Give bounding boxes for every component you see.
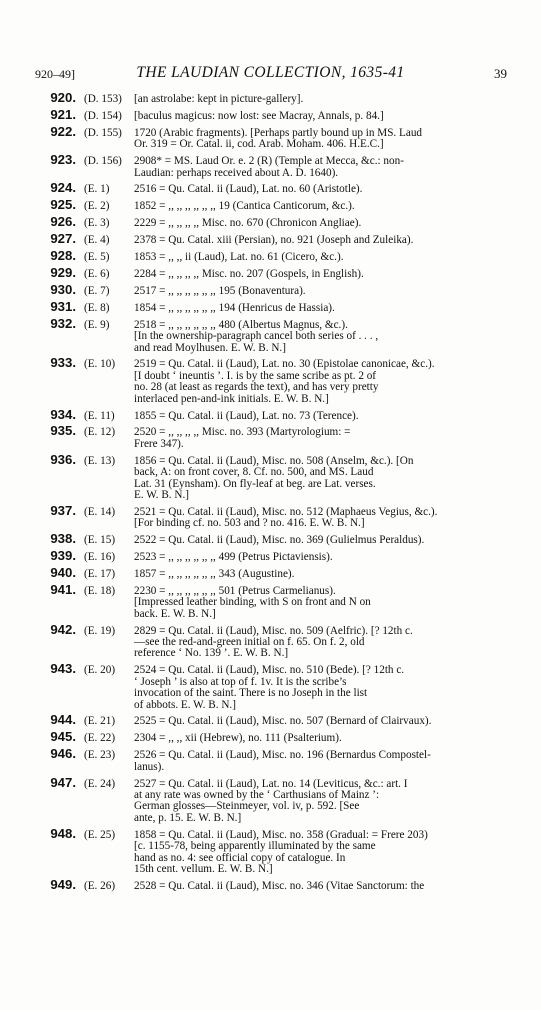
shelf-mark: (E. 4) [84,234,110,247]
entry-number: 948. [50,825,76,841]
catalogue-entry [0,451,541,502]
shelf-mark: (E. 5) [84,251,110,264]
entry-description: 2522 = Qu. Catal. ii (Laud), Misc. no. 369 (Gulielmus Peraldus). [134,534,425,547]
shelf-mark: (E. 14) [84,505,116,518]
entry-description: 2378 = Qu. Catal. xiii (Persian), no. 921 (Joseph and Zuleika). [134,234,414,247]
shelf-mark: (E. 1) [84,183,110,196]
entry-number: 923. [50,152,76,168]
catalogue-entry [0,876,541,892]
catalogue-entry [0,406,541,422]
shelf-mark: (E. 10) [84,358,116,371]
catalogue-entry [0,550,541,563]
catalogue-entry [0,106,541,122]
shelf-mark: (E. 16) [84,551,116,564]
shelf-mark: (E. 23) [84,749,116,762]
catalogue-entry [0,714,541,727]
entry-number: 926. [50,214,76,230]
entry-description: 2519 = Qu. Catal. ii (Laud), Lat. no. 30 (Epistolae canonicae, &c.). [I doubt ‘ ineuntis ’. I. is by the same scribe as pt. 2 of no. 28 (at least as regards the text), and has very pretty interlaced pen-and-ink initials. E. W. B. N.] [134,358,435,405]
entry-description: 1857 = ,, ,, ,, ,, ,, ,, 343 (Augustine). [134,568,295,580]
catalogue-entry [0,774,541,825]
entry-number: 942. [50,621,76,637]
entry-number: 936. [50,451,76,467]
catalogue-entry [0,92,541,105]
entry-description: 2229 = ,, ,, ,, ,, Misc. no. 670 (Chronicon Angliae). [134,217,362,230]
entry-number: 920. [50,90,76,105]
shelf-mark: (E. 7) [84,284,110,297]
catalogue-entry [0,825,541,876]
entry-number: 944. [50,712,76,728]
shelf-mark: (D. 156) [84,155,122,168]
shelf-mark: (E. 8) [84,301,110,314]
shelf-mark: (E. 17) [84,568,116,580]
catalogue-entry [0,233,541,246]
catalogue-entry [0,357,541,405]
shelf-mark: (E. 18) [84,584,116,597]
entry-description: 2527 = Qu. Catal. ii (Laud), Lat. no. 14 (Leviticus, &c.: art. I at any rate was owned by the ‘ Carthusians of Mainz ’: German glosses—Steinmeyer, vol. iv, p. 592. [See ante, p. 15. E. W. B. N.] [134,777,408,824]
catalogue-entry [0,298,541,314]
entry-number: 927. [50,231,76,247]
entry-number: 938. [50,531,76,547]
catalogue-entry [0,748,541,773]
entry-number: 945. [50,729,76,745]
entry-number: 921. [50,106,76,122]
entry-description: 2908* = MS. Laud Or. e. 2 (R) (Temple at Mecca, &c.: non- Laudian: perhaps received about A. D. 1640). [134,155,404,179]
entry-description: 1720 (Arabic fragments). [Perhaps partly bound up in MS. Laud Or. 319 = Or. Catal. ii, cod. Arab. Moham. 406. H.E.C.] [134,126,423,151]
entry-number: 929. [50,264,76,280]
entry-number: 925. [50,197,76,213]
entry-number: 939. [50,548,76,564]
catalogue-entry [0,250,541,263]
catalogue-entry [0,581,541,620]
entry-description: 2284 = ,, ,, ,, ,, Misc. no. 207 (Gospels, in English). [134,267,364,280]
entry-description: 2524 = Qu. Catal. ii (Laud), Misc. no. 510 (Bede). [? 12th c. ‘ Joseph ’ is also at top of f. 1v. It is the scribe’s invocation of the saint. There is no Joseph in the list of abbots. E. W. B. N.] [134,664,405,711]
shelf-mark: (E. 22) [84,732,116,745]
entry-description: 1854 = ,, ,, ,, ,, ,, ,, 194 (Henricus de Hassia). [134,301,335,314]
catalogue-entry [0,182,541,195]
entry-number: 932. [50,315,76,331]
entry-number: 940. [50,565,76,580]
entry-number: 947. [50,774,76,790]
entry-number: 933. [50,355,76,371]
entry-description: 1856 = Qu. Catal. ii (Laud), Misc. no. 508 (Anselm, &c.). [On back, A: on front cover, 8. Cf. no. 500, and MS. Laud Lat. 31 (Eynsham). On fly-leaf at beg. are Lat. verses. E. W. B. N.] [134,454,414,501]
entry-description: 2523 = ,, ,, ,, ,, ,, ,, 499 (Petrus Pictaviensis). [134,551,333,564]
shelf-mark: (E. 19) [84,624,116,637]
entry-number: 937. [50,502,76,518]
shelf-mark: (E. 24) [84,777,116,790]
shelf-mark: (D. 155) [84,126,122,139]
entry-number: 930. [50,281,76,297]
shelf-mark: (E. 21) [84,715,116,728]
entry-description: 2829 = Qu. Catal. ii (Laud), Misc. no. 509 (Aelfric). [? 12th c. —see the red-and-green initial on f. 65. On f. 2, old reference ‘ No. 139 ’. E. W. B. N.] [134,624,413,660]
entry-number: 949. [50,876,76,892]
entry-description: 2517 = ,, ,, ,, ,, ,, ,, 195 (Bonaventura). [134,284,306,297]
catalogue-entry [0,123,541,151]
catalogue-entry [0,199,541,212]
shelf-mark: (E. 15) [84,534,116,547]
catalogue-entry [0,502,541,530]
entry-description: 1853 = ,, ,, ii (Laud), Lat. no. 61 (Cicero, &c.). [134,251,344,264]
catalogue-entry [0,264,541,280]
entry-description: 1852 = ,, ,, ,, ,, ,, ,, 19 (Cantica Canticorum, &c.). [134,200,355,213]
page-number: 39 [494,66,507,81]
entry-number: 935. [50,423,76,439]
catalogue-entry [0,567,541,580]
catalogue-entry [0,621,541,660]
entry-number: 934. [50,406,76,422]
entry-description: 2304 = ,, ,, xii (Hebrew), no. 111 (Psalterium). [134,732,342,745]
entry-description: 1855 = Qu. Catal. ii (Laud), Lat. no. 73 (Terence). [134,409,359,422]
running-header [0,64,541,86]
entry-number: 931. [50,298,76,314]
entry-number: 922. [50,123,76,139]
entry-description: [an astrolabe: kept in picture-gallery]. [134,93,304,105]
shelf-mark: (E. 20) [84,664,116,677]
entry-range: 920–49] [35,67,75,81]
entry-description: 2525 = Qu. Catal. ii (Laud), Misc. no. 507 (Bernard of Clairvaux). [134,715,432,728]
running-title: THE LAUDIAN COLLECTION, 1635-41 [136,64,405,81]
entry-description: 2521 = Qu. Catal. ii (Laud), Misc. no. 512 (Maphaeus Vegius, &c.). [For binding cf. no. 503 and ? no. 416. E. W. B. N.] [134,505,438,530]
entry-description: 2230 = ,, ,, ,, ,, ,, ,, 501 (Petrus Carmelianus). [Impressed leather binding, with S on front and N on back. E. W. B. N.] [134,584,371,620]
entry-description: [baculus magicus: now lost: see Macray, Annals, p. 84.] [134,109,384,122]
shelf-mark: (E. 11) [84,409,115,422]
shelf-mark: (E. 9) [84,318,110,331]
entry-number: 946. [50,746,76,762]
entry-description: 1858 = Qu. Catal. ii (Laud), Misc. no. 358 (Gradual: = Frere 203) [c. 1155-78, being apparently illuminated by the same hand as no. 4: see official copy of catalogue. In 15th cent. vellum. E. W. B. N.] [134,828,428,875]
shelf-mark: (D. 153) [84,93,122,105]
shelf-mark: (E. 3) [84,217,110,230]
shelf-mark: (E. 26) [84,879,116,892]
catalogue-entry [0,216,541,229]
catalogue-entry [0,731,541,744]
shelf-mark: (E. 2) [84,200,110,213]
shelf-mark: (E. 25) [84,828,116,841]
shelf-mark: (E. 6) [84,267,110,280]
catalogue-entry [0,315,541,354]
entry-number: 943. [50,661,76,677]
entry-description: 2518 = ,, ,, ,, ,, ,, ,, 480 (Albertus Magnus, &c.). [In the ownership-paragraph cancel both series of . . . , and read Moylhusen. E. W. B. N.] [134,318,379,354]
catalogue-entry [0,425,541,450]
entry-description: 2520 = ,, ,, ,, ,, Misc. no. 393 (Martyrologium: = Frere 347). [134,426,351,450]
entry-number: 924. [50,180,76,196]
shelf-mark: (E. 13) [84,454,116,467]
catalogue-entry [0,663,541,711]
catalogue-entry [0,281,541,297]
catalogue-entry [0,533,541,546]
shelf-mark: (D. 154) [84,109,122,122]
catalogue-entry [0,154,541,179]
entry-description: 2516 = Qu. Catal. ii (Laud), Lat. no. 60 (Aristotle). [134,183,363,196]
entry-number: 941. [50,581,76,597]
shelf-mark: (E. 12) [84,426,116,439]
entry-description: 2526 = Qu. Catal. ii (Laud), Misc. no. 196 (Bernardus Compostel- lanus). [134,749,431,773]
entry-number: 928. [50,248,76,264]
catalogue-entries [0,92,541,896]
entry-description: 2528 = Qu. Catal. ii (Laud), Misc. no. 346 (Vitae Sanctorum: the [134,879,425,892]
